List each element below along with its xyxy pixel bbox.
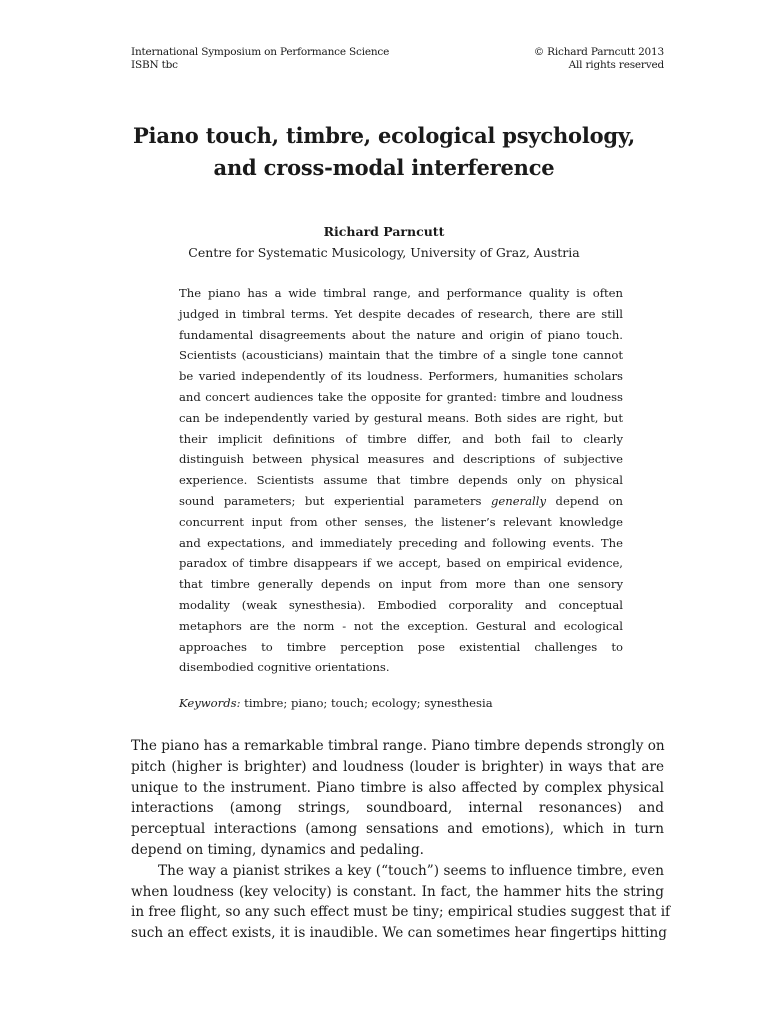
abstract-line: approaches to timbre perception pose existential challenges to (179, 639, 623, 654)
abstract-line: distinguish between physical measures and descriptions of subjective (179, 452, 623, 467)
title-line-1: Piano touch, timbre, ecological psychology, (132, 123, 636, 148)
body-line: depend on timing, dynamics and pedaling. (131, 841, 424, 858)
abstract-line: concurrent input from other senses, the listener’s relevant knowledge (179, 514, 623, 529)
abstract-line: Scientists (acousticians) maintain that the timbre of a single tone cannot (179, 348, 623, 363)
body-line: interactions (among strings, soundboard, internal resonances) and (131, 800, 664, 817)
abstract-line: their implicit definitions of timbre differ, and both fail to clearly (179, 431, 623, 446)
abstract-line: metaphors are the norm - not the exception. Gestural and ecological (179, 618, 623, 633)
body-line: The piano has a remarkable timbral range. Piano timbre depends strongly on (131, 738, 665, 754)
body-line: when loudness (key velocity) is constant. In fact, the hammer hits the string (131, 883, 664, 900)
abstract-line: and expectations, and immediately preceding and following events. The (179, 535, 623, 550)
body-line: in free flight, so any such effect must be tiny; empirical studies suggest that if (131, 904, 671, 921)
abstract-line-tail: depend on (546, 493, 623, 508)
abstract-line: fundamental disagreements about the nature and origin of piano touch. (179, 327, 623, 342)
body-line: The way a pianist strikes a key (“touch”) seems to influence timbre, even (158, 862, 664, 879)
body-line: unique to the instrument. Piano timbre is also affected by complex physical (131, 779, 664, 796)
abstract-line: The piano has a wide timbral range, and performance quality is often (179, 286, 623, 300)
paper-title (0, 120, 768, 184)
abstract-line: experience. Scientists assume that timbre depends only on physical (179, 473, 623, 488)
isbn: ISBN tbc (131, 59, 178, 71)
abstract-line: be varied independently of its loudness. Performers, humanities scholars (179, 369, 623, 384)
author-name: Richard Parncutt (323, 224, 445, 239)
abstract-line: and concert audiences take the opposite for granted: timbre and loudness (179, 389, 623, 404)
abstract-line: judged in timbral terms. Yet despite decades of research, there are still (179, 306, 623, 321)
emphasized-word: generally (490, 493, 547, 508)
abstract-line-emphasis (179, 491, 623, 512)
conference-name: International Symposium on Performance Science (131, 46, 390, 58)
body-line: perceptual interactions (among sensations and emotions), which in turn (131, 821, 664, 838)
abstract-line: modality (weak synesthesia). Embodied corporality and conceptual (179, 597, 623, 612)
running-header-left (131, 46, 389, 72)
running-header-right (534, 46, 664, 72)
abstract-line: paradox of timbre disappears if we accept, based on empirical evidence, (179, 556, 623, 571)
abstract-line-head: sound parameters; but experiential parameters (179, 493, 491, 508)
keywords (179, 696, 493, 710)
rights-reserved: All rights reserved (568, 59, 664, 71)
keywords-label: Keywords: (179, 696, 241, 710)
body-text (131, 736, 671, 944)
copyright: © Richard Parncutt 2013 (533, 46, 664, 58)
abstract-line: disembodied cognitive orientations. (179, 660, 390, 675)
abstract-line: can be independently varied by gestural means. Both sides are right, but (179, 410, 623, 425)
body-line: pitch (higher is brighter) and loudness (louder is brighter) in ways that are (131, 758, 664, 775)
abstract (179, 283, 623, 678)
body-line: such an effect exists, it is inaudible. We can sometimes hear fingertips hitting (131, 925, 667, 942)
keywords-list: timbre; piano; touch; ecology; synesthesia (240, 696, 493, 710)
abstract-line: that timbre generally depends on input from more than one sensory (179, 577, 623, 592)
author-affiliation: Centre for Systematic Musicology, University of Graz, Austria (188, 245, 580, 260)
title-line-2: and cross-modal interference (213, 155, 555, 180)
